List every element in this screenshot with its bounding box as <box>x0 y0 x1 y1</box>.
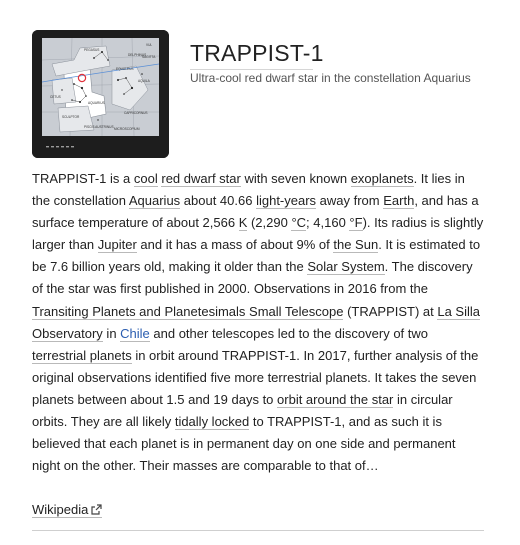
text-run: (2,290 <box>247 215 292 231</box>
text-run: . The discovery of the star was first published in 2000. Observations in 2016 from the <box>32 259 473 297</box>
wiki-link-earth[interactable]: Earth <box>383 193 415 209</box>
text-run: ; 4,160 <box>306 215 350 231</box>
source-attribution <box>32 499 102 522</box>
panel-title: TRAPPIST-1 <box>190 40 324 66</box>
wiki-link-aquarius[interactable]: Aquarius <box>128 193 181 209</box>
wiki-link-k[interactable]: K <box>238 215 248 231</box>
svg-text:PISCIS AUSTRINUS: PISCIS AUSTRINUS <box>84 125 114 129</box>
wiki-link-exoplanets[interactable]: exoplanets <box>350 171 414 186</box>
wiki-link-light-years[interactable]: light-years <box>256 193 317 209</box>
text-run: in orbit around TRAPPIST-1. In 2017, further analysis of the original observations identified five more terrestrial planets. It takes the seven planets between about 1.5 and 19 days to <box>32 347 479 407</box>
wiki-link-c[interactable]: °C <box>291 215 307 231</box>
svg-text:EQUULEUS: EQUULEUS <box>116 67 134 71</box>
text-run: in <box>102 325 121 341</box>
wiki-link-chile[interactable]: Chile <box>120 325 150 341</box>
wiki-link-red-dwarf-star[interactable]: red dwarf star <box>161 171 241 186</box>
panel-divider <box>32 530 484 531</box>
wiki-link-jupiter[interactable]: Jupiter <box>97 237 137 253</box>
text-run: to TRAPPIST-1, and as such it is believed that each planet is in permanent day on one side and permanent night on the other. Their masses are comparable to that of… <box>32 414 456 474</box>
svg-text:CETUS: CETUS <box>50 95 61 99</box>
svg-text:SCULPTOR: SCULPTOR <box>62 115 80 119</box>
constellation-chart-image[interactable] <box>32 30 169 158</box>
wikipedia-link[interactable]: Wikipedia <box>32 502 102 518</box>
svg-text:SAGITTA: SAGITTA <box>142 55 156 59</box>
text-run: and other telescopes led to the discovery of two <box>149 325 428 341</box>
wiki-link-orbit-around-the-star[interactable]: orbit around the star <box>277 391 394 407</box>
text-run: (TRAPPIST) at <box>343 303 438 319</box>
svg-text:CAPRICORNUS: CAPRICORNUS <box>124 111 148 115</box>
wiki-link-f[interactable]: °F <box>349 215 363 231</box>
description-paragraph <box>32 168 484 477</box>
title-divider <box>190 69 313 70</box>
text-run: with seven known <box>240 171 351 186</box>
text-run: and it has a mass of about 9% of <box>136 237 334 253</box>
text-run: in circular orbits. They are all likely <box>32 391 453 430</box>
wiki-link-cool[interactable]: cool <box>133 171 158 186</box>
text-run: . It is estimated to be 7.6 billion years old, making it older than the <box>32 237 481 275</box>
text-run: about 40.66 <box>180 193 257 209</box>
text-run: . It lies in the constellation <box>32 171 465 209</box>
wiki-link-la-silla-observatory[interactable]: La Silla Observatory <box>32 303 480 341</box>
text-run: away from <box>316 193 384 209</box>
svg-text:DELPHINUS: DELPHINUS <box>128 53 147 57</box>
wiki-link-transiting-planets-and-planetesimals-small-telescope[interactable]: Transiting Planets and Planetesimals Small Telescope <box>32 303 344 319</box>
svg-text:VUL: VUL <box>146 43 153 47</box>
svg-text:AQUARIUS: AQUARIUS <box>88 101 105 105</box>
text-run: ). Its radius is slightly larger than <box>32 215 484 253</box>
text-run: , and has a surface temperature of about 2,566 <box>32 193 479 231</box>
wiki-link-terrestrial-planets[interactable]: terrestrial planets <box>32 347 132 363</box>
panel-subtitle: Ultra-cool red dwarf star in the constellation Aquarius <box>190 71 471 85</box>
svg-text:PEGASUS: PEGASUS <box>84 48 100 52</box>
svg-text:AQUILA: AQUILA <box>138 79 150 83</box>
wiki-link-tidally-locked[interactable]: tidally locked <box>174 414 250 430</box>
wiki-link-the-sun[interactable]: the Sun <box>333 237 379 253</box>
svg-text:MICROSCOPIUM: MICROSCOPIUM <box>114 127 140 131</box>
wiki-link-solar-system[interactable]: Solar System <box>307 259 385 275</box>
external-link-icon <box>91 500 102 522</box>
text-run: TRAPPIST-1 is a <box>32 171 134 186</box>
